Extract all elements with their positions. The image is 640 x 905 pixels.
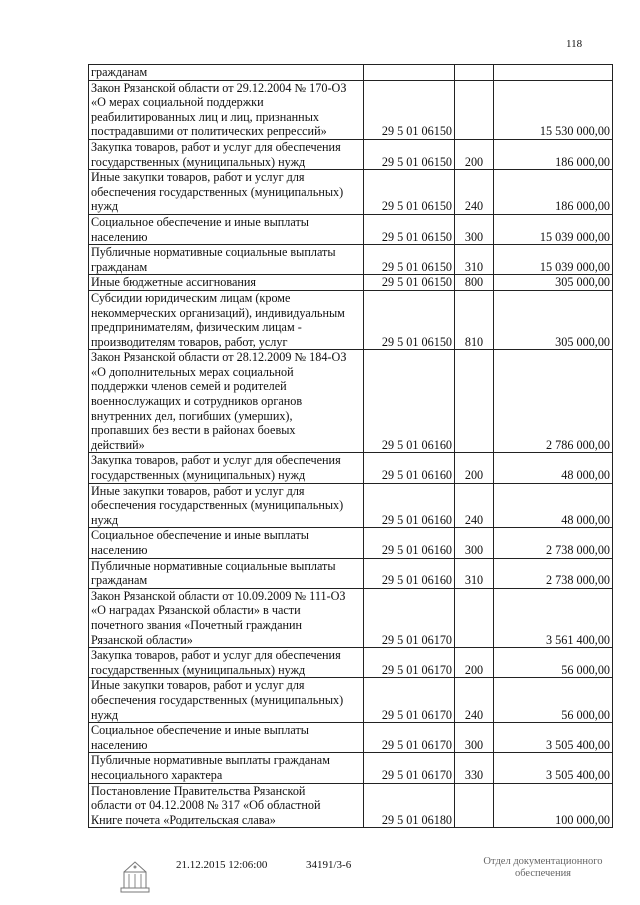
row-name-cell [89, 723, 364, 753]
row-code-cell [364, 783, 455, 828]
row-code-cell [364, 723, 455, 753]
row-type-cell [455, 290, 494, 349]
row-amount-cell [494, 558, 613, 588]
row-name-text: Иные бюджетные ассигнования [91, 275, 257, 290]
row-name-cell [89, 753, 364, 783]
row-name-text: Закон Рязанской области от 10.09.2009 № 111-ОЗ «О наградах Рязанской области» в части почетного звания «Почетный гражданин Рязанской области» [91, 588, 346, 647]
table-row [89, 723, 613, 753]
row-name-text: Иные закупки товаров, работ и услуг для обеспечения государственных (муниципальных) нужд [91, 483, 344, 527]
row-name-cell [89, 678, 364, 723]
row-name-text: Закупка товаров, работ и услуг для обеспечения государственных (муниципальных) нужд [91, 648, 341, 677]
row-name-cell [89, 648, 364, 678]
row-type-cell [455, 753, 494, 783]
row-amount-cell [494, 483, 613, 528]
row-code-cell [364, 483, 455, 528]
table-row [89, 245, 613, 275]
table-row [89, 528, 613, 558]
row-name-cell [89, 139, 364, 169]
row-amount-text: 3 505 400,00 [546, 767, 610, 782]
row-amount-cell [494, 80, 613, 139]
row-code-text: 29 5 01 06150 [381, 334, 452, 349]
row-type-text: 240 [464, 199, 484, 214]
row-type-text: 300 [464, 543, 484, 557]
row-name-cell [89, 483, 364, 528]
table-row [89, 65, 613, 81]
row-amount-cell [494, 783, 613, 828]
table-row [89, 783, 613, 828]
budget-table [88, 64, 613, 828]
row-amount-text: 15 039 000,00 [539, 259, 610, 274]
row-code-text: 29 5 01 06150 [381, 259, 452, 274]
row-code-text: 29 5 01 06160 [381, 573, 452, 588]
row-name-cell [89, 558, 364, 588]
department-stamp [468, 856, 618, 880]
row-amount-cell [494, 290, 613, 349]
row-name-cell [89, 170, 364, 215]
row-amount-cell [494, 588, 613, 647]
row-type-text: 300 [464, 737, 484, 752]
row-code-cell [364, 80, 455, 139]
row-amount-text: 2 738 000,00 [546, 573, 610, 588]
footer-datetime: 21.12.2015 12:06:00 [176, 859, 268, 871]
row-code-text: 29 5 01 06170 [381, 737, 452, 752]
row-amount-text: 186 000,00 [555, 199, 610, 214]
row-name-cell [89, 453, 364, 483]
row-amount-text: 3 561 400,00 [546, 632, 610, 647]
row-type-text: 330 [464, 767, 484, 782]
row-code-cell [364, 453, 455, 483]
row-amount-cell [494, 753, 613, 783]
row-name-cell [89, 275, 364, 291]
budget-table-body [89, 65, 613, 828]
row-amount-text: 56 000,00 [561, 707, 610, 722]
row-type-cell [455, 588, 494, 647]
stamp-line-1: Отдел документационного [483, 856, 603, 867]
row-name-text: Социальное обеспечение и иные выплаты населению [91, 214, 309, 244]
row-code-text: 29 5 01 06160 [381, 468, 452, 483]
row-type-text: 300 [464, 229, 484, 244]
table-row [89, 558, 613, 588]
row-amount-text: 100 000,00 [555, 812, 610, 827]
table-row [89, 648, 613, 678]
row-type-text: 310 [464, 573, 484, 588]
row-type-cell [455, 214, 494, 244]
row-code-text: 29 5 01 06160 [381, 512, 452, 527]
row-amount-cell [494, 453, 613, 483]
row-amount-cell [494, 678, 613, 723]
row-code-text: 29 5 01 06150 [381, 199, 452, 214]
row-code-cell [364, 170, 455, 215]
row-code-cell [364, 678, 455, 723]
footer-doc-number: 34191/3-6 [306, 859, 352, 871]
row-amount-cell [494, 65, 613, 81]
row-code-text: 29 5 01 06180 [381, 812, 452, 827]
row-name-cell [89, 588, 364, 647]
row-amount-cell [494, 245, 613, 275]
row-name-text: Социальное обеспечение и иные выплаты населению [91, 528, 309, 557]
table-row [89, 290, 613, 349]
row-name-cell [89, 528, 364, 558]
row-type-text: 810 [464, 334, 484, 349]
row-amount-cell [494, 648, 613, 678]
table-row [89, 483, 613, 528]
row-code-text: 29 5 01 06170 [381, 707, 452, 722]
coat-of-arms-icon [118, 858, 152, 894]
table-row [89, 275, 613, 291]
row-amount-text: 48 000,00 [561, 468, 610, 483]
row-amount-text: 186 000,00 [555, 154, 610, 169]
row-name-cell [89, 214, 364, 244]
row-name-cell [89, 80, 364, 139]
row-amount-cell [494, 350, 613, 453]
row-name-cell [89, 783, 364, 828]
table-row [89, 588, 613, 647]
row-name-text: Субсидии юридическим лицам (кроме некоммерческих организаций), индивидуальным предпринимателям, физическим лицам - производителям товаров, работ, услуг [91, 290, 345, 349]
row-type-cell [455, 350, 494, 453]
row-type-cell [455, 65, 494, 81]
row-amount-cell [494, 723, 613, 753]
row-name-text: Закон Рязанской области от 29.12.2004 № 170-ОЗ «О мерах социальной поддержки реабилитированных лиц и лиц, признанных пострадавшими от политических репрессий» [91, 80, 347, 139]
row-type-cell [455, 558, 494, 588]
table-row [89, 139, 613, 169]
row-type-cell [455, 275, 494, 291]
row-name-text: Закупка товаров, работ и услуг для обеспечения государственных (муниципальных) нужд [91, 453, 341, 483]
row-amount-text: 48 000,00 [561, 512, 610, 527]
table-row [89, 453, 613, 483]
row-code-text: 29 5 01 06160 [381, 543, 452, 557]
table-row [89, 214, 613, 244]
row-type-text: 240 [464, 512, 484, 527]
row-amount-text: 2 786 000,00 [546, 437, 610, 452]
row-name-text: Постановление Правительства Рязанской области от 04.12.2008 № 317 «Об областной Книге почета «Родительская слава» [91, 783, 321, 827]
row-code-text: 29 5 01 06170 [381, 662, 452, 677]
row-type-text: 240 [464, 707, 484, 722]
row-code-cell [364, 528, 455, 558]
table-row [89, 170, 613, 215]
row-code-text: 29 5 01 06170 [381, 632, 452, 647]
table-row [89, 350, 613, 453]
row-amount-text: 56 000,00 [561, 662, 610, 677]
row-type-cell [455, 80, 494, 139]
row-amount-text: 2 738 000,00 [546, 543, 610, 557]
row-type-text: 200 [464, 662, 484, 677]
row-name-text: Публичные нормативные социальные выплаты гражданам [91, 558, 336, 588]
table-row [89, 678, 613, 723]
row-code-cell [364, 290, 455, 349]
row-name-text: Иные закупки товаров, работ и услуг для обеспечения государственных (муниципальных) нужд [91, 170, 344, 214]
row-name-text: Публичные нормативные социальные выплаты гражданам [91, 245, 336, 274]
row-code-cell [364, 588, 455, 647]
row-name-cell [89, 245, 364, 275]
row-type-text: 800 [464, 275, 484, 290]
row-name-text: Закон Рязанской области от 28.12.2009 № 184-ОЗ «О дополнительных мерах социальной поддержки членов семей и родителей военнослужащих и сотрудников органов внутренних дел, погибших (умерших), пропавших без вести в районах боевых действий» [91, 350, 347, 452]
table-row [89, 80, 613, 139]
row-code-cell [364, 214, 455, 244]
row-code-cell [364, 65, 455, 81]
row-code-text: 29 5 01 06170 [381, 767, 452, 782]
row-amount-text: 305 000,00 [555, 334, 610, 349]
row-amount-text: 305 000,00 [555, 275, 610, 290]
row-code-cell [364, 139, 455, 169]
row-code-text: 29 5 01 06150 [381, 229, 452, 244]
row-name-text: Публичные нормативные выплаты гражданам несоциального характера [91, 753, 330, 782]
row-name-text: гражданам [91, 65, 148, 79]
row-type-cell [455, 139, 494, 169]
row-name-cell [89, 290, 364, 349]
row-amount-cell [494, 214, 613, 244]
row-amount-cell [494, 170, 613, 215]
row-amount-cell [494, 528, 613, 558]
row-name-text: Иные закупки товаров, работ и услуг для обеспечения государственных (муниципальных) нужд [91, 678, 344, 722]
row-code-cell [364, 275, 455, 291]
row-type-cell [455, 648, 494, 678]
row-amount-text: 15 039 000,00 [539, 229, 610, 244]
row-type-cell [455, 170, 494, 215]
row-type-cell [455, 723, 494, 753]
row-type-cell [455, 678, 494, 723]
row-type-cell [455, 453, 494, 483]
row-amount-cell [494, 275, 613, 291]
row-type-text: 200 [464, 154, 484, 169]
row-type-cell [455, 528, 494, 558]
row-code-cell [364, 350, 455, 453]
row-name-cell [89, 350, 364, 453]
row-amount-cell [494, 139, 613, 169]
row-name-cell [89, 65, 364, 81]
stamp-line-2: обеспечения [514, 868, 572, 879]
row-amount-text: 15 530 000,00 [539, 124, 610, 139]
row-amount-text: 3 505 400,00 [546, 737, 610, 752]
row-type-text: 200 [464, 468, 484, 483]
row-code-cell [364, 245, 455, 275]
row-code-text: 29 5 01 06150 [381, 124, 452, 139]
row-code-cell [364, 558, 455, 588]
row-code-cell [364, 753, 455, 783]
page-number: 118 [566, 38, 583, 50]
row-code-text: 29 5 01 06150 [381, 154, 452, 169]
row-type-cell [455, 245, 494, 275]
row-type-text: 310 [464, 259, 484, 274]
row-type-cell [455, 483, 494, 528]
row-code-cell [364, 648, 455, 678]
row-name-text: Социальное обеспечение и иные выплаты населению [91, 723, 309, 752]
row-code-text: 29 5 01 06150 [381, 275, 452, 290]
row-code-text: 29 5 01 06160 [381, 437, 452, 452]
table-row [89, 753, 613, 783]
row-name-text: Закупка товаров, работ и услуг для обеспечения государственных (муниципальных) нужд [91, 139, 341, 169]
row-type-cell [455, 783, 494, 828]
